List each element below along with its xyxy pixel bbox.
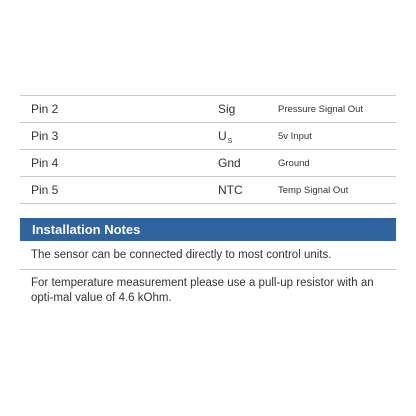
signal-label: NTC bbox=[218, 183, 243, 197]
installation-note: For temperature measurement please use a pull-up resistor with an opti-mal value of 4.6 kOhm. bbox=[31, 277, 374, 304]
table-row bbox=[20, 177, 396, 204]
pin-number: Pin 5 bbox=[31, 183, 59, 197]
signal-label: Sig bbox=[218, 102, 236, 116]
pin-signal bbox=[218, 183, 243, 197]
table-row bbox=[20, 96, 396, 123]
pin-number: Pin 3 bbox=[31, 129, 59, 143]
pin-signal bbox=[218, 129, 232, 145]
installation-notes-heading: Installation Notes bbox=[20, 218, 396, 241]
pin-signal bbox=[218, 102, 235, 116]
signal-subscript: S bbox=[227, 138, 233, 145]
signal-label: U bbox=[218, 129, 227, 143]
table-row bbox=[20, 123, 396, 150]
table-row bbox=[20, 150, 396, 177]
installation-note: The sensor can be connected directly to most control units. bbox=[20, 241, 396, 270]
pin-description: 5v Input bbox=[278, 131, 312, 142]
pin-number: Pin 4 bbox=[31, 156, 59, 170]
pin-description: Pressure Signal Out bbox=[278, 104, 364, 115]
pin-number: Pin 2 bbox=[31, 102, 59, 116]
pin-description: Temp Signal Out bbox=[278, 185, 349, 196]
pin-description: Ground bbox=[278, 158, 310, 169]
pin-table bbox=[20, 95, 396, 204]
pin-signal bbox=[218, 156, 241, 170]
signal-label: Gnd bbox=[218, 156, 241, 170]
pinout-sheet bbox=[20, 95, 396, 306]
